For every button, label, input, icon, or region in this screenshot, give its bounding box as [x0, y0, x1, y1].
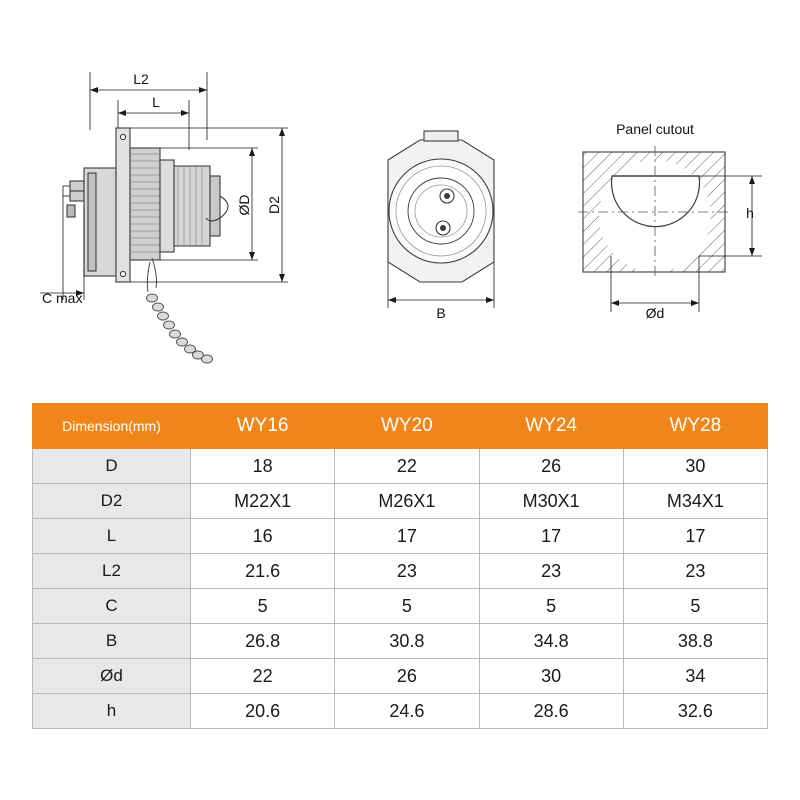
cell: 20.6 [191, 694, 335, 729]
row-label: D2 [33, 484, 191, 519]
table-row [33, 449, 768, 484]
cell: 5 [191, 589, 335, 624]
cell: 26.8 [191, 624, 335, 659]
front-view [388, 131, 494, 308]
cell: 16 [191, 519, 335, 554]
row-label: D [33, 449, 191, 484]
cell: M34X1 [623, 484, 767, 519]
dim-label-h: h [746, 205, 754, 221]
row-label: B [33, 624, 191, 659]
cell: 28.6 [479, 694, 623, 729]
cell: M22X1 [191, 484, 335, 519]
cell: 34 [623, 659, 767, 694]
cell: 17 [479, 519, 623, 554]
row-label: L [33, 519, 191, 554]
cell: 26 [479, 449, 623, 484]
dim-label-Cmax: C max [42, 290, 83, 306]
cell: 22 [191, 659, 335, 694]
row-label: h [33, 694, 191, 729]
table-row [33, 554, 768, 589]
cell: 22 [335, 449, 479, 484]
dim-label-B: B [436, 305, 446, 321]
row-label: C [33, 589, 191, 624]
panel-cutout-title: Panel cutout [616, 121, 694, 137]
cell: M26X1 [335, 484, 479, 519]
cell: 5 [335, 589, 479, 624]
panel-cutout-view [578, 146, 762, 312]
table-body [33, 449, 768, 729]
cell: M30X1 [479, 484, 623, 519]
table-header-wy24: WY24 [479, 404, 623, 449]
drawing-area [0, 0, 800, 390]
dim-label-L2: L2 [133, 71, 149, 87]
cell: 30 [623, 449, 767, 484]
cell: 38.8 [623, 624, 767, 659]
cell: 32.6 [623, 694, 767, 729]
cell: 24.6 [335, 694, 479, 729]
table-header-row [33, 404, 768, 449]
table-row [33, 694, 768, 729]
dimension-table [32, 403, 768, 729]
technical-drawings-svg [0, 0, 800, 390]
dim-label-D: ØD [236, 194, 252, 216]
table-row [33, 589, 768, 624]
cell: 17 [623, 519, 767, 554]
row-label: L2 [33, 554, 191, 589]
table-header-wy16: WY16 [191, 404, 335, 449]
cell: 5 [623, 589, 767, 624]
table-row [33, 624, 768, 659]
cell: 23 [335, 554, 479, 589]
cell: 30 [479, 659, 623, 694]
cell: 23 [623, 554, 767, 589]
cell: 23 [479, 554, 623, 589]
cell: 18 [191, 449, 335, 484]
cell: 17 [335, 519, 479, 554]
table-header-wy20: WY20 [335, 404, 479, 449]
table-row [33, 519, 768, 554]
dim-label-d: Ød [645, 305, 665, 321]
row-label: Ød [33, 659, 191, 694]
table-header-wy28: WY28 [623, 404, 767, 449]
cell: 5 [479, 589, 623, 624]
dim-label-D2: D2 [266, 196, 282, 214]
cell: 21.6 [191, 554, 335, 589]
cell: 26 [335, 659, 479, 694]
cell: 30.8 [335, 624, 479, 659]
table-row [33, 484, 768, 519]
spec-table-wrap [32, 403, 768, 729]
table-row [33, 659, 768, 694]
dim-label-L: L [152, 94, 160, 110]
side-view [40, 72, 288, 363]
cell: 34.8 [479, 624, 623, 659]
table-header-dimension: Dimension(mm) [33, 404, 191, 449]
